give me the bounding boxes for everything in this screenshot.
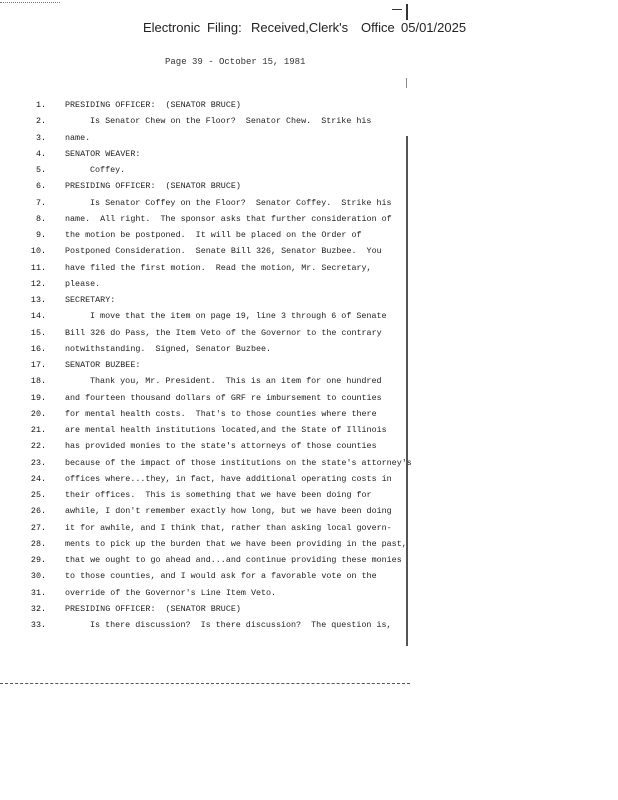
line-text: name. All right. The sponsor asks that further consideration of [65, 213, 392, 224]
transcript-line [0, 311, 618, 327]
line-number: 7. [35, 197, 46, 208]
transcript-line [0, 506, 618, 522]
top-scan-rule [0, 2, 60, 3]
line-number: 4. [35, 148, 46, 159]
scan-mark [406, 4, 408, 20]
transcript-line [0, 441, 618, 457]
line-number: 8. [35, 213, 46, 224]
line-text: their offices. This is something that we have been doing for [65, 490, 372, 500]
line-number: 16. [30, 343, 46, 354]
line-number: 32. [30, 603, 46, 614]
line-number: 18. [30, 376, 46, 387]
line-number: 20. [30, 408, 46, 419]
margin-mark [406, 78, 407, 88]
line-number: 23. [30, 457, 46, 468]
transcript-line [0, 360, 618, 376]
transcript-line [0, 165, 618, 181]
line-text: override of the Governor's Line Item Veto. [65, 587, 277, 598]
line-text: and fourteen thousand dollars of GRF re imbursement to counties [65, 392, 382, 403]
scan-mark-horizontal [392, 9, 402, 10]
transcript-line [0, 393, 618, 409]
transcript-line [0, 198, 618, 214]
line-number: 33. [30, 620, 46, 630]
line-text: are mental health institutions located,and the State of Illinois [65, 425, 387, 435]
line-number: 5. [35, 165, 46, 175]
line-text: offices where...they, in fact, have additional operating costs in [65, 473, 392, 484]
line-number: 12. [30, 278, 46, 289]
line-text: Postponed Consideration. Senate Bill 326, Senator Buzbee. You [65, 246, 382, 257]
line-text: SENATOR WEAVER: [65, 148, 141, 159]
line-number: 22. [30, 441, 46, 452]
transcript-line [0, 100, 618, 116]
bottom-scan-rule [0, 683, 410, 684]
line-number: 6. [35, 181, 46, 192]
line-text: notwithstanding. Signed, Senator Buzbee. [65, 343, 272, 354]
transcript-line [0, 571, 618, 587]
line-text: PRESIDING OFFICER: (SENATOR BRUCE) [65, 100, 241, 110]
line-text: to those counties, and I would ask for a favorable vote on the [65, 571, 377, 582]
line-text: Coffey. [90, 165, 126, 175]
line-text: Thank you, Mr. President. This is an item for one hundred [90, 376, 382, 387]
line-number: 17. [30, 360, 46, 370]
line-text: SENATOR BUZBEE: [65, 360, 141, 370]
page-header: Page 39 - October 15, 1981 [165, 57, 306, 67]
transcript-line [0, 604, 618, 620]
transcript-line [0, 328, 618, 344]
stamp-received: Received,Clerk's [251, 20, 349, 35]
transcript-line [0, 116, 618, 132]
transcript-line [0, 523, 618, 539]
line-number: 11. [30, 262, 46, 273]
line-text: I move that the item on page 19, line 3 through 6 of Senate [90, 311, 387, 322]
line-number: 25. [30, 490, 46, 500]
transcript-line [0, 149, 618, 165]
line-text: ments to pick up the burden that we have been providing in the past, [65, 538, 407, 549]
line-text: PRESIDING OFFICER: (SENATOR BRUCE) [65, 603, 241, 614]
line-text: name. [65, 132, 91, 143]
transcript-line [0, 246, 618, 262]
line-text: have filed the first motion. Read the motion, Mr. Secretary, [65, 262, 372, 273]
line-number: 3. [35, 132, 46, 143]
transcript-line [0, 263, 618, 279]
transcript-line [0, 279, 618, 295]
line-text: SECRETARY: [65, 295, 116, 305]
line-text: for mental health costs. That's to those counties where there [65, 408, 377, 419]
stamp-electronic: Electronic [143, 20, 201, 35]
transcript-line [0, 425, 618, 441]
line-number: 15. [30, 327, 46, 338]
transcript-line [0, 230, 618, 246]
line-text: Is there discussion? Is there discussion? The question is, [90, 620, 392, 630]
line-text: Is Senator Chew on the Floor? Senator Chew. Strike his [90, 116, 372, 127]
line-text: it for awhile, and I think that, rather than asking local govern- [65, 522, 392, 533]
transcript-line [0, 295, 618, 311]
line-text: Bill 326 do Pass, the Item Veto of the Governor to the contrary [65, 327, 382, 338]
line-text: awhile, I don't remember exactly how long, but we have been doing [65, 506, 392, 517]
line-number: 14. [30, 311, 46, 322]
line-number: 13. [30, 295, 46, 305]
line-number: 29. [30, 555, 46, 565]
line-number: 10. [30, 246, 46, 257]
line-number: 27. [30, 522, 46, 533]
line-text: Is Senator Coffey on the Floor? Senator Coffey. Strike his [90, 197, 392, 208]
line-number: 26. [30, 506, 46, 517]
transcript-line [0, 620, 618, 636]
transcript-line [0, 490, 618, 506]
line-number: 28. [30, 538, 46, 549]
line-number: 1. [35, 100, 46, 110]
line-number: 30. [30, 571, 46, 582]
line-text: PRESIDING OFFICER: (SENATOR BRUCE) [65, 181, 241, 192]
line-text: that we ought to go ahead and...and continue providing these monies [65, 555, 402, 565]
line-text: the motion be postponed. It will be placed on the Order of [65, 230, 362, 240]
transcript-line [0, 409, 618, 425]
line-number: 21. [30, 425, 46, 435]
transcript-line [0, 376, 618, 392]
line-text: because of the impact of those institutions on the state's attorney's [65, 457, 412, 468]
stamp-office: Office [361, 20, 395, 35]
transcript-line [0, 474, 618, 490]
transcript-line [0, 555, 618, 571]
line-text: has provided monies to the state's attorneys of those counties [65, 441, 377, 452]
stamp-date: 05/01/2025 [401, 20, 467, 35]
line-text: please. [65, 278, 101, 289]
transcript-line [0, 539, 618, 555]
line-number: 24. [30, 473, 46, 484]
line-number: 2. [35, 116, 46, 127]
line-number: 31. [30, 587, 46, 598]
transcript-line [0, 458, 618, 474]
line-number: 9. [35, 230, 46, 240]
transcript-line [0, 344, 618, 360]
line-number: 19. [30, 392, 46, 403]
stamp-filing: Filing: [207, 20, 242, 35]
transcript-line [0, 214, 618, 230]
transcript-line [0, 588, 618, 604]
transcript-line [0, 133, 618, 149]
transcript-line [0, 181, 618, 197]
